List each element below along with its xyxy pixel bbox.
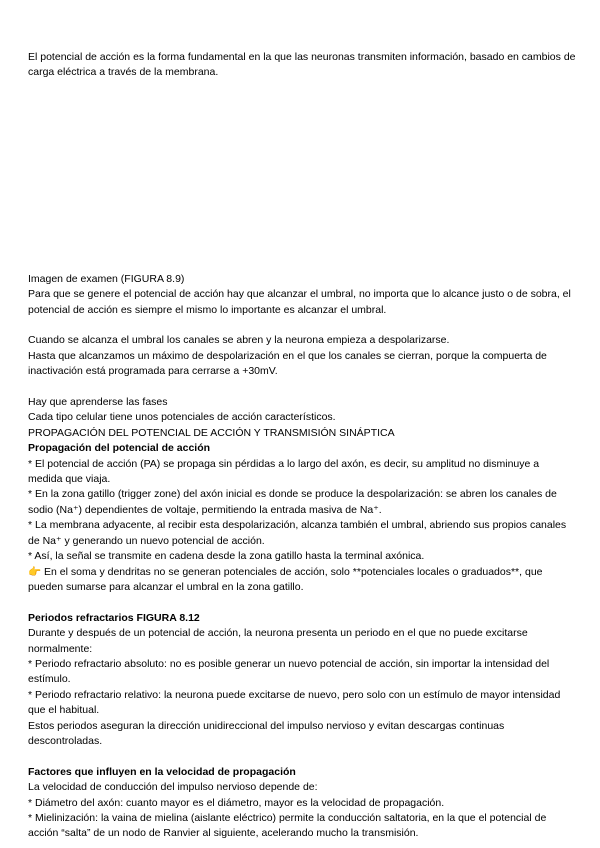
propagation-item: * El potencial de acción (PA) se propaga sin pérdidas a lo largo del axón, es decir, su amplitud no disminuye a medida que viaja.	[28, 457, 540, 486]
phases-paragraph-1: Hay que aprenderse las fases	[28, 396, 168, 409]
pointing-hand-icon: 👉	[28, 565, 42, 578]
refractory-intro: Durante y después de un potencial de acción, la neurona presenta un periodo en el que no puede excitarse normalmente:	[28, 627, 528, 655]
spacer	[28, 749, 576, 764]
image-caption: Imagen de examen (FIGURA 8.9)	[28, 272, 185, 285]
threshold-paragraph-2: Cuando se alcanza el umbral los canales se abren y la neurona empieza a despolarizarse.	[28, 334, 450, 347]
refractory-item: * Periodo refractario relativo: la neurona puede excitarse de nuevo, pero solo con un estímulo de mayor intensidad que el habitual.	[28, 688, 561, 717]
propagation-item: * Así, la señal se transmite en cadena desde la zona gatillo hasta la terminal axónica.	[28, 550, 425, 563]
propagation-heading: Propagación del potencial de acción	[28, 442, 211, 455]
document-page	[28, 50, 576, 842]
spacer	[28, 318, 576, 333]
section-title: PROPAGACIÓN DEL POTENCIAL DE ACCIÓN Y TRANSMISIÓN SINÁPTICA	[28, 426, 395, 439]
velocity-intro: La velocidad de conducción del impulso nervioso depende de:	[28, 781, 318, 794]
refractory-item: * Periodo refractario absoluto: no es posible generar un nuevo potencial de acción, sin importar la intensidad del estímulo.	[28, 657, 550, 686]
phases-paragraph-2: Cada tipo celular tiene unos potenciales de acción característicos.	[28, 411, 336, 424]
intro-paragraph: El potencial de acción es la forma fundamental en la que las neuronas transmiten información, basado en cambios de carga eléctrica a través de la membrana.	[28, 51, 576, 79]
propagation-item: * La membrana adyacente, al recibir esta despolarización, alcanza también el umbral, abriendo sus propios canales de Na⁺ y generando un nuevo potencial de acción.	[28, 519, 567, 547]
velocity-item: * Diámetro del axón: cuanto mayor es el diámetro, mayor es la velocidad de propagación.	[28, 796, 445, 809]
propagation-item: * En la zona gatillo (trigger zone) del axón inicial es donde se produce la despolarización: se abren los canales de sodio (Na⁺) dependientes de voltaje, permitiendo la entrada masiva de Na⁺.	[28, 488, 557, 516]
spacer	[28, 595, 576, 610]
threshold-paragraph-1: Para que se genere el potencial de acción hay que alcanzar el umbral, no importa que lo alcance justo o de sobra, el potencial de acción es siempre el mismo lo importante es alcanzar el umbral.	[28, 288, 571, 316]
velocity-item: * Mielinización: la vaina de mielina (aislante eléctrico) permite la conducción saltatoria, en la que el potencial de acción “salta” de un nodo de Ranvier al siguiente, acelerando mucho la transmisión.	[28, 811, 547, 840]
refractory-heading: Periodos refractarios FIGURA 8.12	[28, 611, 200, 624]
threshold-paragraph-3: Hasta que alcanzamos un máximo de despolarización en el que los canales se cierran, porque la compuerta de inactivación está programada para cerrarse a +30mV.	[28, 349, 547, 378]
refractory-closing: Estos periodos aseguran la dirección unidireccional del impulso nervioso y evitan descargas continuas descontroladas.	[28, 719, 505, 747]
propagation-note-text: En el soma y dendritas no se generan potenciales de acción, solo **potenciales locales o graduados**, que pueden sumarse para alcanzar el umbral en la zona gatillo.	[28, 565, 543, 593]
figure-placeholder	[28, 81, 576, 272]
velocity-heading: Factores que influyen en la velocidad de propagación	[28, 765, 296, 778]
spacer	[28, 380, 576, 395]
propagation-note	[28, 565, 576, 596]
